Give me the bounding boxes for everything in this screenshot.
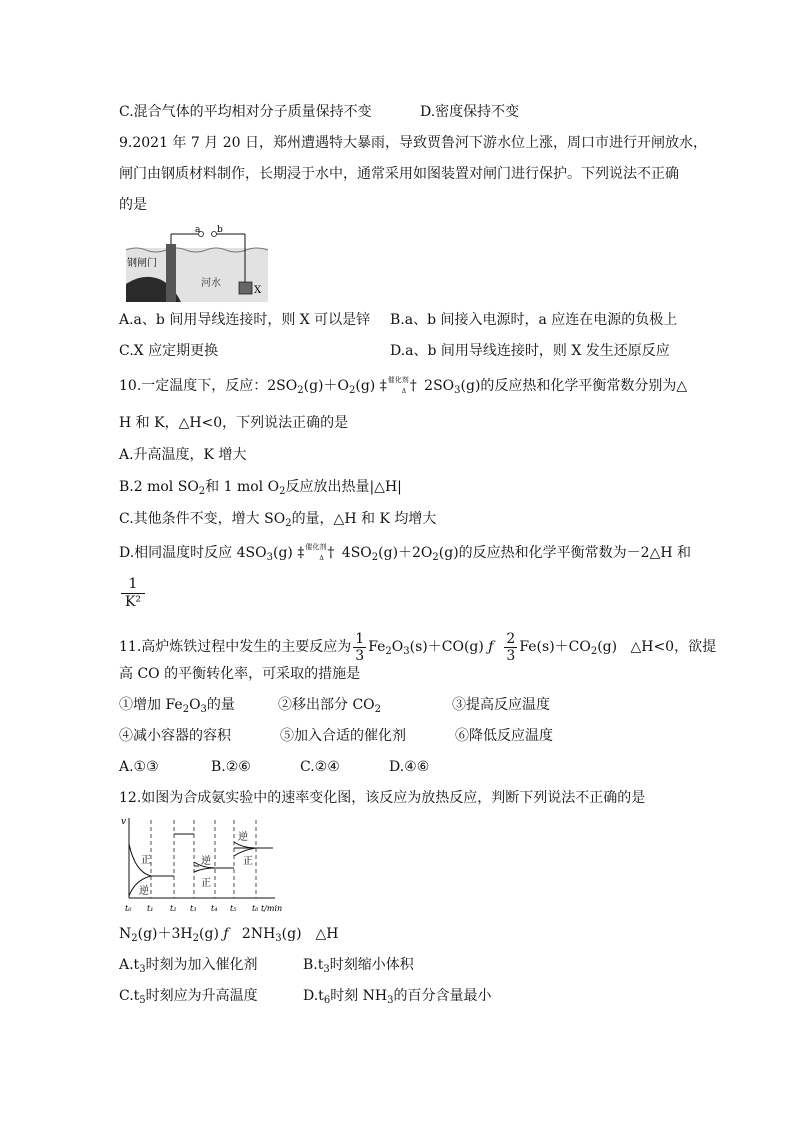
q10d-equilibrium-arrow: ‡ 催化剂 Δ †	[297, 543, 335, 562]
q12-tick-t5: t₅	[230, 904, 237, 913]
q10-option-a: A.升高温度，K 增大	[119, 447, 247, 463]
q12-tick-t4: t₄	[211, 904, 218, 913]
q9-stem-line3: 的是	[119, 197, 147, 213]
q11-stem-line2: 高 CO 的平衡转化率，可采取的措施是	[119, 666, 361, 682]
q12-option-c: $C.t_5$时刻应为升高温度	[119, 988, 258, 1006]
q10-option-d: D.相同温度时反应 $4SO_3(g)$ ‡ 催化剂 Δ † $4SO_2(g)+2O_2(g)$的反应热和化学平衡常数为－2△H 和	[119, 543, 692, 563]
q11-measure-4: ④减小容器的容积	[119, 728, 231, 744]
q8-option-d: D.密度保持不变	[420, 104, 520, 120]
q9-stem-line2: 闸门由钢质材料制作，长期浸于水中，通常采用如图装置对闸门进行保护。下列说法不正确	[119, 166, 679, 182]
q11-measure-5: ⑤加入合适的催化剂	[280, 728, 406, 744]
q12-tick-t6: t₆ t/min	[252, 904, 283, 913]
q12-tick-t1: t₁	[147, 904, 154, 913]
q10-fraction: 1 K²	[121, 576, 145, 611]
q11-measure-1: ①增加 $Fe_2O_3$的量	[119, 697, 235, 715]
q11-option-a: A.①③	[119, 759, 159, 775]
q12-stem: 12.如图为合成氨实验中的速率变化图，该反应为放热反应，判断下列说法不正确的是	[119, 790, 646, 806]
q12-option-a: $A.t_3$时刻为加入催化剂	[119, 957, 258, 975]
q11-option-c: C.②④	[300, 759, 340, 775]
q12-label-fwd-1: 正	[141, 855, 151, 866]
q9-option-c: C.X 应定期更换	[119, 343, 219, 359]
q9-label-a: a	[195, 225, 201, 235]
q9-stem-line1: 9.2021 年 7 月 20 日，郑州遭遇特大暴雨，导致贾鲁河下游水位上涨，周口市进行开闸放水，	[119, 135, 707, 151]
q12-label-rev-1: 逆	[139, 886, 149, 897]
q12-label-fwd-3: 正	[243, 856, 253, 867]
q12-rate-figure	[119, 814, 299, 916]
q12-tick-t3: t₃	[190, 904, 197, 913]
q12-y-label: v	[121, 817, 127, 827]
q9-figure	[126, 224, 268, 302]
q10-option-b: B.2 mol $SO_2$和 1 mol $O_2$反应放出热量|△H|	[119, 479, 402, 497]
q11-option-d: D.④⑥	[389, 759, 430, 775]
q9-option-b: B.a、b 间接入电源时，a 应连在电源的负极上	[390, 312, 678, 328]
q10-option-c: C.其他条件不变，增大 $SO_2$的量，△H 和 K 均增大	[119, 511, 437, 529]
q12-label-rev-3: 逆	[238, 832, 248, 843]
q12-tick-t0: t₀	[125, 904, 132, 913]
q10-stem-line1: 10.一定温度下，反应：$2SO_2(g)+O_2(g)$ ‡ 催化剂 Δ † $2SO_3(g)$的反应热和化学平衡常数分别为△	[119, 376, 688, 396]
q9-option-a: A.a、b 间用导线连接时，则 X 可以是锌	[119, 312, 371, 328]
q12-label-fwd-2: 正	[201, 878, 211, 889]
q10-equilibrium-arrow: ‡ 催化剂 Δ †	[379, 376, 417, 395]
q12-equation: $N_2(g)+3H_2(g)$ ƒ $2NH_3(g)$ △H	[119, 926, 339, 944]
q12-option-d: $D.t_6$时刻 $NH_3$的百分含量最小	[303, 988, 492, 1006]
q9-label-b: b	[217, 225, 223, 235]
q9-label-gate: 钢闸门	[127, 258, 157, 269]
q10-stem-line2: H 和 K，△H<0，下列说法正确的是	[119, 415, 349, 431]
q11-option-b: B.②⑥	[211, 759, 251, 775]
q8-option-c: C.混合气体的平均相对分子质量保持不变	[119, 104, 372, 120]
q12-option-b: $B.t_3$时刻缩小体积	[303, 957, 414, 975]
q11-measure-3: ③提高反应温度	[452, 697, 550, 713]
q9-option-d: D.a、b 间用导线连接时，则 X 发生还原反应	[390, 343, 670, 359]
q11-stem-line1: 11.高炉炼铁过程中发生的主要反应为 $\frac{1}{3}$ $Fe_2O_3(s)+CO(g)$ ƒ $\frac{2}{3}$ $Fe(s)+CO_2(g)$ △H<0，欲提	[119, 630, 717, 664]
q9-label-water: 河水	[201, 278, 221, 289]
q9-label-x: X	[254, 285, 262, 296]
q12-tick-t2: t₂	[170, 904, 177, 913]
q11-measure-2: ②移出部分 $CO_2$	[278, 697, 382, 715]
q12-label-rev-2: 逆	[201, 856, 211, 867]
q11-measure-6: ⑥降低反应温度	[455, 728, 553, 744]
